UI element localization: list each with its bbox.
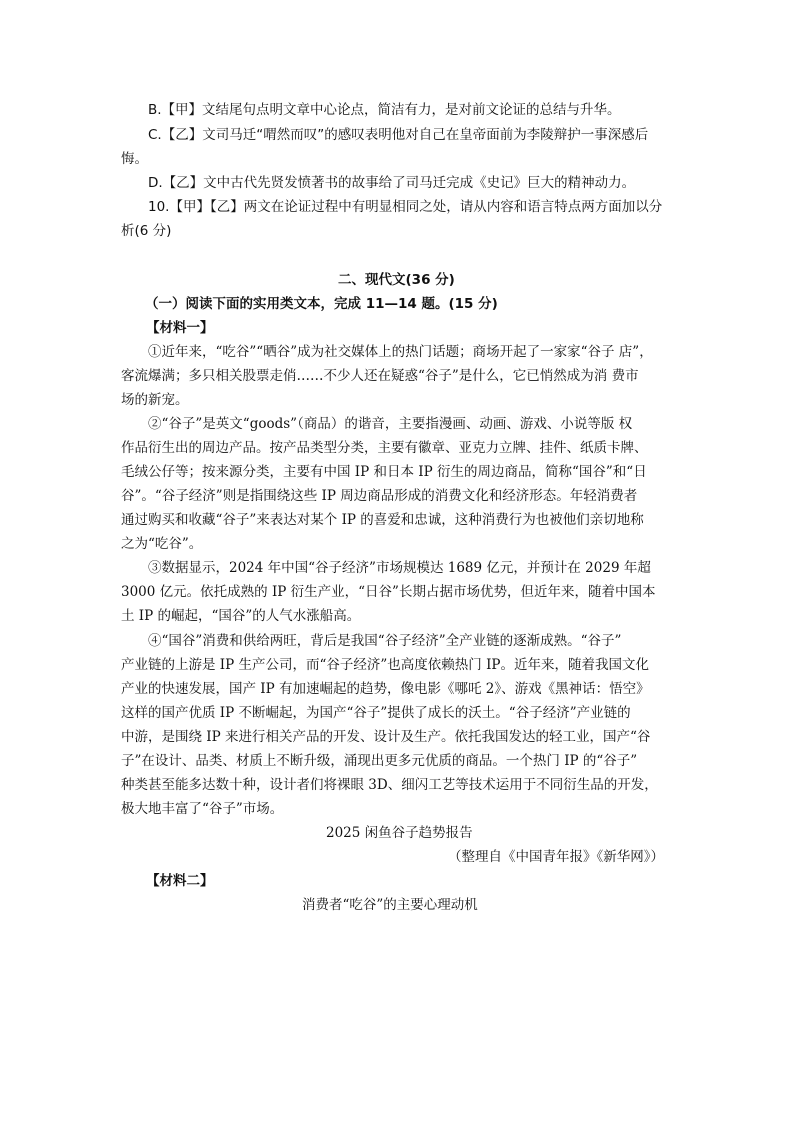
material-1-line: 土 IP 的崛起，“国谷”的人气水涨船高。 (121, 608, 361, 624)
material-2-caption: 消费者“吃谷”的主要心理动机 (302, 897, 478, 913)
option-c-line1: C.【乙】文司马迁“喟然而叹”的感叹表明他对自己在皇帝面前为李陵辩护一事深感后 (148, 127, 649, 143)
material-1-line: 3000 亿元。依托成熟的 IP 衍生产业，“日谷”长期占据市场优势，但近年来，随着中国本 (121, 584, 656, 600)
section-subtitle: （一）阅读下面的实用类文本，完成 11—14 题。(15 分) (145, 296, 498, 312)
material-1-line: 种类甚至能多达数十种，设计者们将裸眼 3D、细闪工艺等技术运用于不同衍生品的开发， (121, 777, 658, 793)
material-1-label: 【材料一】 (146, 320, 214, 336)
option-d: D.【乙】文中古代先贤发愤著书的故事给了司马迁完成《史记》巨大的精神动力。 (148, 175, 636, 191)
option-c-line2: 悔。 (121, 151, 148, 167)
option-b: B.【甲】文结尾句点明文章中心论点，简洁有力，是对前文论证的总结与升华。 (148, 102, 621, 118)
section-title: 二、现代文(36 分) (338, 272, 455, 288)
material-1-line: 谷”。“谷子经济”则是指围绕这些 IP 周边商品形成的消费文化和经济形态。年轻消费者 (121, 488, 638, 504)
material-1-line: ④“国谷”消费和供给两旺，背后是我国“谷子经济”全产业链的逐渐成熟。“谷子” (148, 633, 622, 649)
material-1-line: 作品衍生出的周边产品。按产品类型分类，主要有徽章、亚克力立牌、挂件、纸质卡牌、 (121, 440, 648, 456)
material-1-line: 场的新宠。 (121, 392, 189, 408)
material-1-line: 极大地丰富了“谷子”市场。 (121, 801, 284, 817)
material-2-label: 【材料二】 (146, 873, 214, 889)
report-title: 2025 闲鱼谷子趋势报告 (326, 825, 473, 841)
material-1-line: 这样的国产优质 IP 不断崛起，为国产“谷子”提供了成长的沃土。“谷子经济”产业链的 (121, 705, 631, 721)
material-1-line: ②“谷子”是英文“goods”（商品）的谐音，主要指漫画、动画、游戏、小说等版 权 (148, 416, 633, 432)
material-1-line: 中游，是围绕 IP 来进行相关产品的开发、设计及生产。依托我国发达的轻工业，国产“谷 (121, 729, 651, 745)
material-1-line: 通过购买和收藏“谷子”来表达对某个 IP 的喜爱和忠诚，这种消费行为也被他们亲切地称 (121, 512, 644, 528)
question-10-line1: 10.【甲】【乙】两文在论证过程中有明显相同之处，请从内容和语言特点两方面加以分 (148, 199, 663, 215)
material-1-line: 之为“吃谷”。 (121, 536, 203, 552)
source-note: （整理自《中国青年报》《新华网》） (448, 849, 664, 865)
material-1-line: 毛绒公仔等；按来源分类，主要有中国 IP 和日本 IP 衍生的周边商品，简称“国谷”和“日 (121, 464, 647, 480)
material-1-line: ①近年来，“吃谷”“晒谷”成为社交媒体上的热门话题；商场开起了一家家“谷子 店”， (148, 344, 653, 360)
material-1-line: ③数据显示，2024 年中国“谷子经济”市场规模达 1689 亿元，并预计在 2029 年超 (148, 560, 651, 576)
material-1-line: 产业链的上游是 IP 生产公司，而“谷子经济”也高度依赖热门 IP。近年来，随着我国文化 (121, 657, 650, 673)
material-1-line: 子”在设计、品类、材质上不断升级，涌现出更多元优质的商品。一个热门 IP 的“谷子” (121, 753, 638, 769)
material-1-line: 产业的快速发展，国产 IP 有加速崛起的趋势，像电影《哪吒 2》、游戏《黑神话：悟空》 (121, 681, 650, 697)
material-1-line: 客流爆满；多只相关股票走俏……不少人还在疑惑“谷子”是什么，它已悄然成为消 费市 (121, 368, 639, 384)
question-10-line2: 析(6 分) (121, 223, 172, 239)
